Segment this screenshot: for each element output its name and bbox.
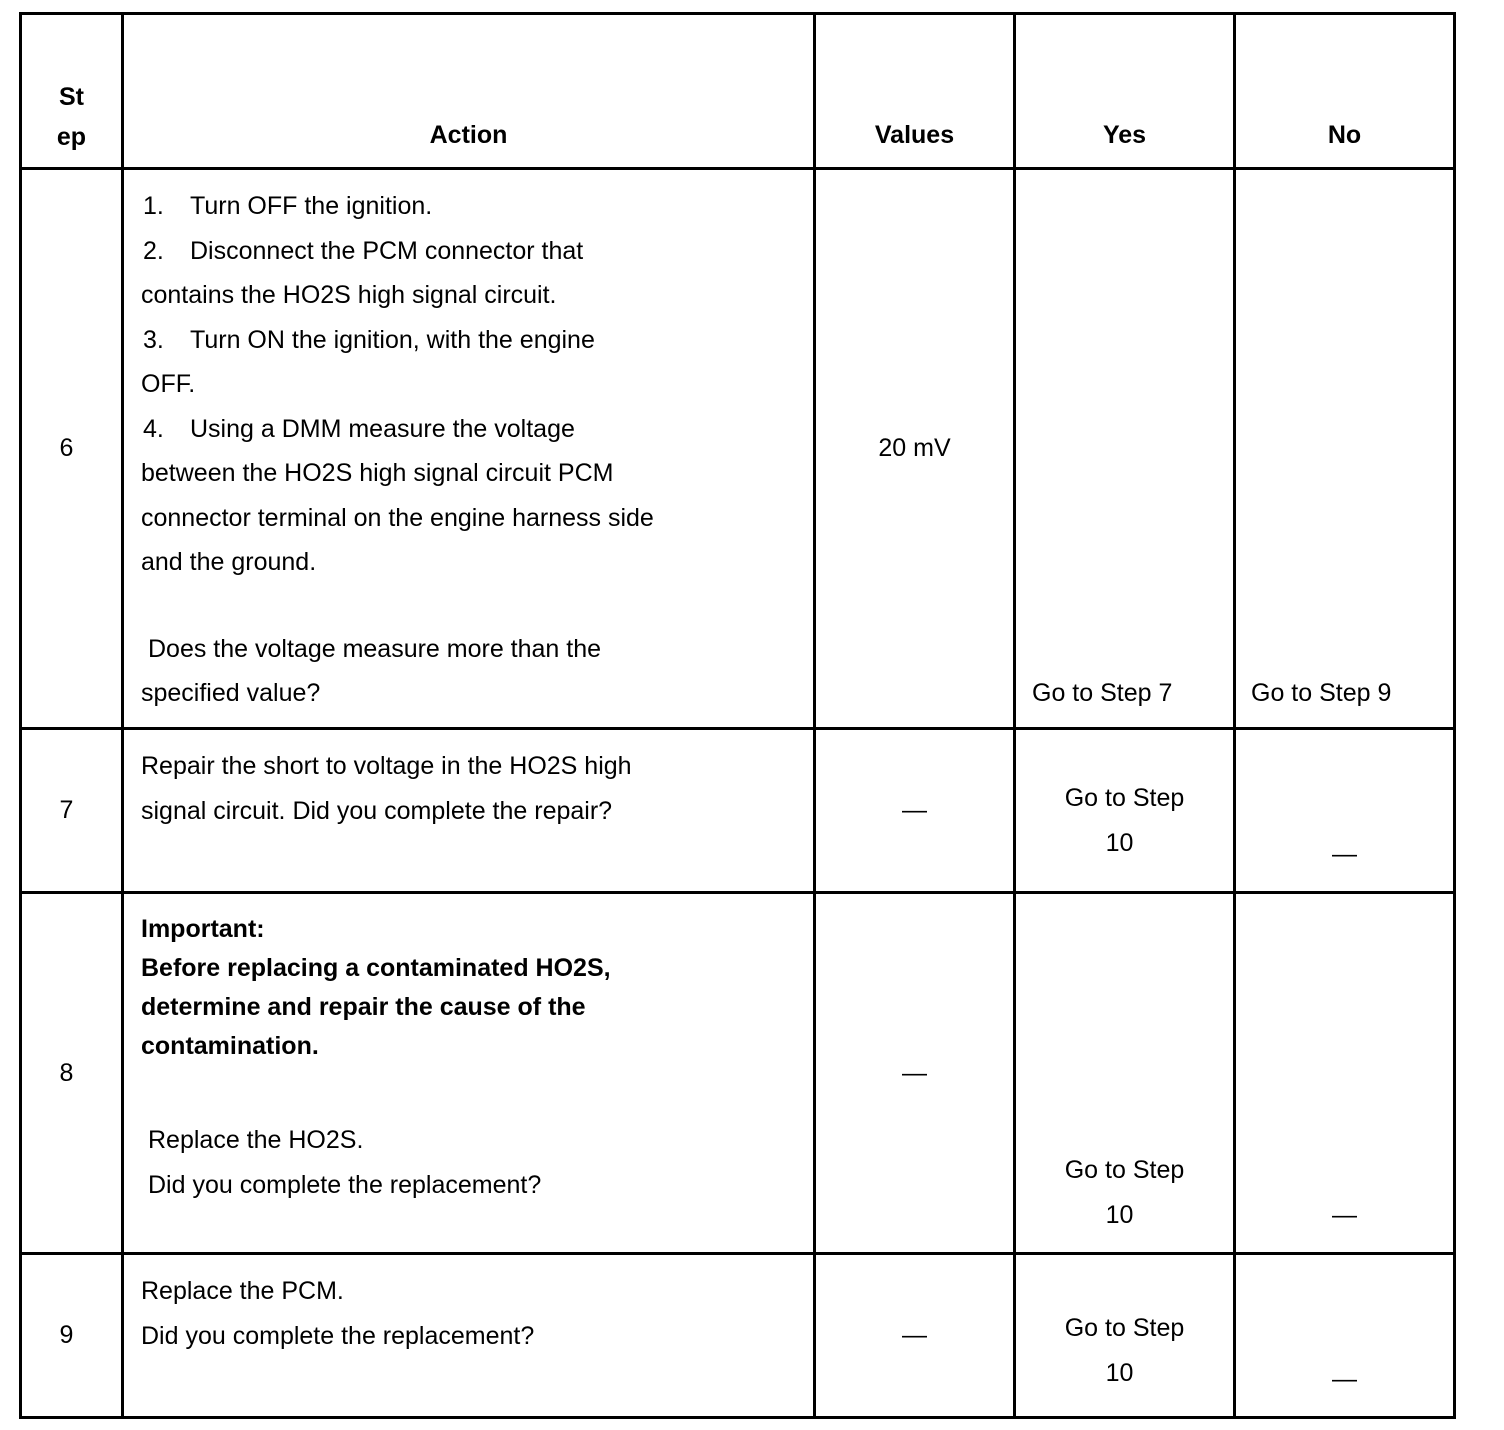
- item-number: 4.: [143, 414, 164, 443]
- yes-line: 10: [1105, 828, 1134, 857]
- step-number: 9: [21, 1254, 123, 1418]
- step-number: 8: [21, 893, 123, 1254]
- header-step: [21, 14, 123, 169]
- item-number: 3.: [143, 325, 164, 354]
- value-cell: —: [815, 729, 1015, 893]
- header-yes: Yes: [1015, 14, 1235, 169]
- important-text: Before replacing a contaminated HO2S,: [141, 954, 611, 982]
- item-text: Turn OFF the ignition.: [190, 192, 433, 220]
- header-row: [21, 14, 1455, 169]
- action-cell: [123, 1254, 815, 1418]
- important-label: Important:: [141, 915, 265, 943]
- action-line: Replace the HO2S.: [148, 1126, 364, 1154]
- important-text: determine and repair the cause of the: [141, 993, 586, 1021]
- value-cell: —: [815, 1254, 1015, 1418]
- header-values: Values: [815, 14, 1015, 169]
- no-cell: —: [1235, 893, 1455, 1254]
- important-text: contamination.: [141, 1032, 319, 1060]
- table-row-step-6: [21, 169, 1455, 729]
- no-cell: —: [1235, 1254, 1455, 1418]
- action-cell: [123, 893, 815, 1254]
- action-line: Did you complete the replacement?: [148, 1170, 542, 1199]
- yes-cell: [1015, 1254, 1235, 1418]
- header-step-line1: St: [59, 83, 84, 111]
- no-cell: —: [1235, 729, 1455, 893]
- item-number: 2.: [143, 236, 164, 265]
- value-cell: —: [815, 893, 1015, 1254]
- yes-line: Go to Step: [1064, 1156, 1185, 1184]
- question-line: specified value?: [141, 679, 321, 707]
- item-text: between the HO2S high signal circuit PCM: [141, 459, 614, 487]
- yes-line: Go to Step: [1064, 784, 1185, 812]
- item-text: OFF.: [141, 370, 196, 398]
- header-step-line2: ep: [56, 123, 87, 151]
- value-cell: 20 mV: [815, 169, 1015, 729]
- item-text: Using a DMM measure the voltage: [190, 414, 575, 443]
- no-cell: Go to Step 9: [1235, 169, 1455, 729]
- diagnostic-table: [19, 12, 1456, 1419]
- action-cell: [123, 169, 815, 729]
- item-number: 1.: [143, 192, 164, 220]
- item-text: Turn ON the ignition, with the engine: [190, 325, 595, 354]
- item-text: and the ground.: [141, 548, 317, 576]
- yes-cell: Go to Step 7: [1015, 169, 1235, 729]
- table-row-step-8: [21, 893, 1455, 1254]
- table-row-step-9: [21, 1254, 1455, 1418]
- header-action: Action: [123, 14, 815, 169]
- item-text: contains the HO2S high signal circuit.: [141, 281, 557, 309]
- yes-cell: [1015, 729, 1235, 893]
- action-cell: [123, 729, 815, 893]
- yes-line: 10: [1105, 1200, 1134, 1229]
- action-line: signal circuit. Did you complete the repair?: [141, 796, 613, 825]
- step-number: 7: [21, 729, 123, 893]
- item-text: Disconnect the PCM connector that: [190, 236, 584, 265]
- action-line: Replace the PCM.: [141, 1277, 344, 1305]
- action-line: Repair the short to voltage in the HO2S high: [141, 752, 632, 780]
- yes-cell: [1015, 893, 1235, 1254]
- header-no: No: [1235, 14, 1455, 169]
- step-number: 6: [21, 169, 123, 729]
- action-line: Did you complete the replacement?: [141, 1321, 535, 1350]
- question-line: Does the voltage measure more than the: [148, 634, 602, 663]
- table-row-step-7: [21, 729, 1455, 893]
- item-text: connector terminal on the engine harness side: [141, 503, 654, 532]
- yes-line: Go to Step: [1064, 1314, 1185, 1342]
- yes-line: 10: [1105, 1358, 1134, 1387]
